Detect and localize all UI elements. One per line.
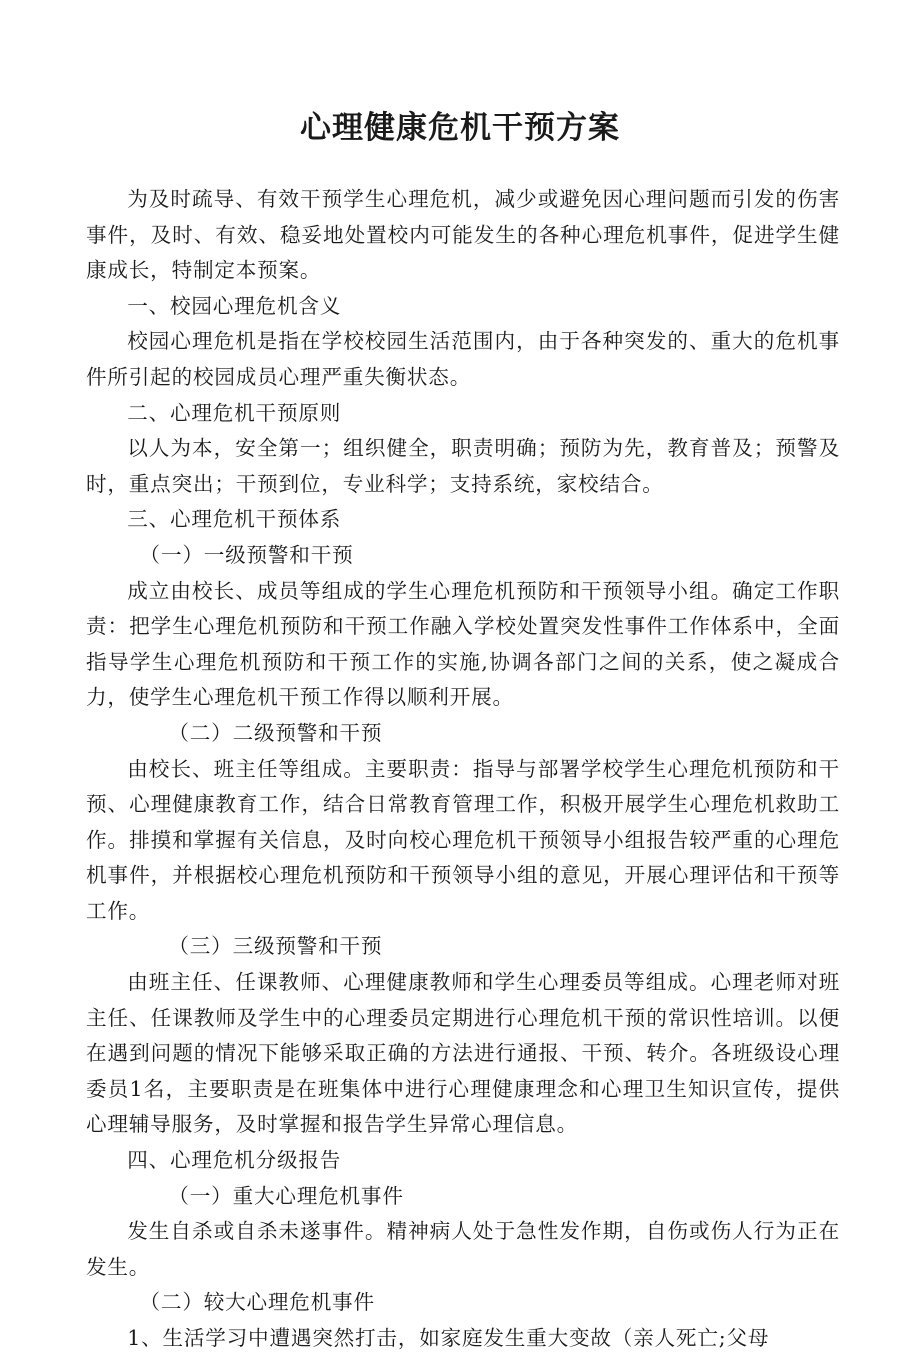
body-paragraph: 为及时疏导、有效干预学生心理危机，减少或避免因心理问题而引发的伤害事件，及时、有效、稳妥地处置校内可能发生的各种心理危机事件，促进学生健康成长，特制定本预案。 [86, 187, 840, 283]
subsection-heading: （一）重大心理危机事件 [168, 1183, 404, 1208]
section-heading: 二、心理危机干预原则 [127, 400, 342, 425]
section-heading: 四、心理危机分级报告 [127, 1148, 342, 1173]
section-heading: 三、心理危机干预体系 [127, 507, 342, 532]
document-body [86, 182, 840, 1357]
body-paragraph: 由班主任、任课教师、心理健康教师和学生心理委员等组成。心理老师对班主任、任课教师及学生中的心理委员定期进行心理危机干预的常识性培训。以便在遇到问题的情况下能够采取正确的方法进行通报、干预、转介。各班级设心理委员1名，主要职责是在班集体中进行心理健康理念和心理卫生知识宣传，提供心理辅导服务，及时掌握和报告学生异常心理信息。 [86, 970, 840, 1137]
document-title: 心理健康危机干预方案 [300, 110, 620, 146]
body-paragraph: 以人为本，安全第一；组织健全，职责明确；预防为先，教育普及；预警及时，重点突出；干预到位，专业科学；支持系统，家校结合。 [86, 436, 840, 496]
section-heading: 一、校园心理危机含义 [127, 293, 342, 318]
body-paragraph: 由校长、班主任等组成。主要职责：指导与部署学校学生心理危机预防和干预、心理健康教育工作，结合日常教育管理工作，积极开展学生心理危机救助工作。排摸和掌握有关信息，及时向校心理危机干预领导小组报告较严重的心理危机事件，并根据校心理危机预防和干预领导小组的意见，开展心理评估和干预等工作。 [86, 756, 840, 923]
body-paragraph: 1、生活学习中遭遇突然打击，如家庭发生重大变故（亲人死亡;父母 [127, 1326, 770, 1350]
subsection-heading: （三）三级预警和干预 [168, 934, 383, 959]
subsection-heading: （二）较大心理危机事件 [139, 1290, 375, 1315]
subsection-heading: （一）一级预警和干预 [139, 542, 354, 567]
body-paragraph: 校园心理危机是指在学校校园生活范围内，由于各种突发的、重大的危机事件所引起的校园成员心理严重失衡状态。 [86, 329, 840, 389]
body-paragraph: 成立由校长、成员等组成的学生心理危机预防和干预领导小组。确定工作职责：把学生心理危机预防和干预工作融入学校处置突发性事件工作体系中，全面指导学生心理危机预防和干预工作的实施,协调各部门之间的关系，使之凝成合力，使学生心理危机干预工作得以顺利开展。 [86, 578, 840, 710]
subsection-heading: （二）二级预警和干预 [168, 720, 383, 745]
body-paragraph: 发生自杀或自杀未遂事件。精神病人处于急性发作期，自伤或伤人行为正在发生。 [86, 1219, 840, 1279]
